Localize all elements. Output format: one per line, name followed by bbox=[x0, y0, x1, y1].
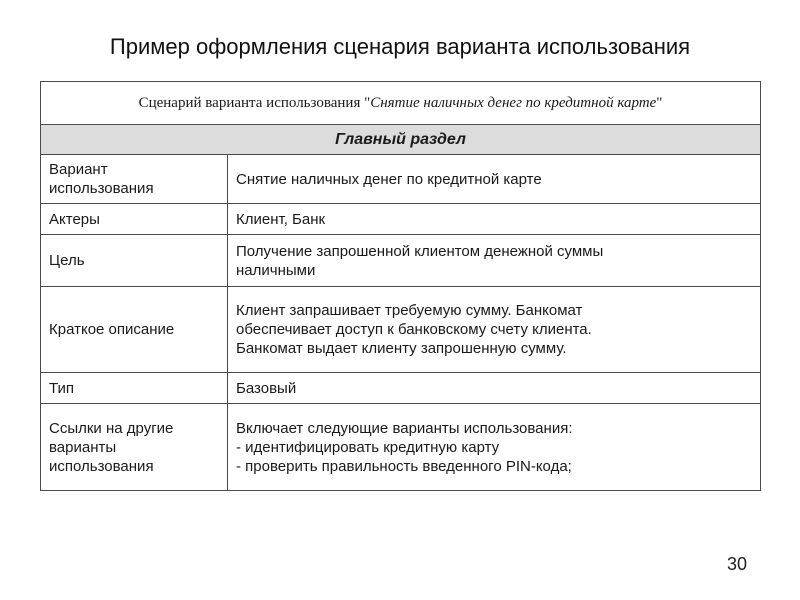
row-value-related-use-cases: Включает следующие варианты использования: - идентифицировать кредитную карту - проверить правильность введенного PIN-кода; bbox=[228, 404, 761, 491]
row-value-goal: Получение запрошенной клиентом денежной суммы наличными bbox=[228, 235, 761, 287]
table-row bbox=[41, 373, 761, 404]
row-value-actors: Клиент, Банк bbox=[228, 204, 761, 235]
caption-use-case-name: Снятие наличных денег по кредитной карте bbox=[370, 94, 657, 111]
row-label-brief-description: Краткое описание bbox=[41, 287, 228, 373]
row-value-brief-description: Клиент запрашивает требуемую сумму. Банкомат обеспечивает доступ к банковскому счету клиента. Банкомат выдает клиенту запрошенную сумму. bbox=[228, 287, 761, 373]
caption-prefix: Сценарий варианта использования " bbox=[138, 94, 371, 111]
row-label-actors: Актеры bbox=[41, 204, 228, 235]
row-value-use-case: Снятие наличных денег по кредитной карте bbox=[228, 155, 761, 204]
table-row bbox=[41, 404, 761, 491]
table-row bbox=[41, 155, 761, 204]
table-caption-row bbox=[41, 82, 761, 125]
caption-suffix: " bbox=[656, 94, 663, 111]
row-label-goal: Цель bbox=[41, 235, 228, 287]
table-row bbox=[41, 287, 761, 373]
row-value-type: Базовый bbox=[228, 373, 761, 404]
page-number: 30 bbox=[727, 554, 748, 574]
row-label-related-use-cases: Ссылки на другие варианты использования bbox=[41, 404, 228, 491]
row-label-use-case: Вариант использования bbox=[41, 155, 228, 204]
slide-title: Пример оформления сценария варианта использования bbox=[109, 34, 691, 59]
table-row bbox=[41, 204, 761, 235]
scenario-table-container bbox=[40, 81, 760, 491]
table-caption bbox=[41, 82, 761, 125]
section-header: Главный раздел bbox=[41, 125, 761, 155]
row-label-type: Тип bbox=[41, 373, 228, 404]
scenario-table bbox=[40, 81, 761, 491]
section-header-row bbox=[41, 125, 761, 155]
table-row bbox=[41, 235, 761, 287]
